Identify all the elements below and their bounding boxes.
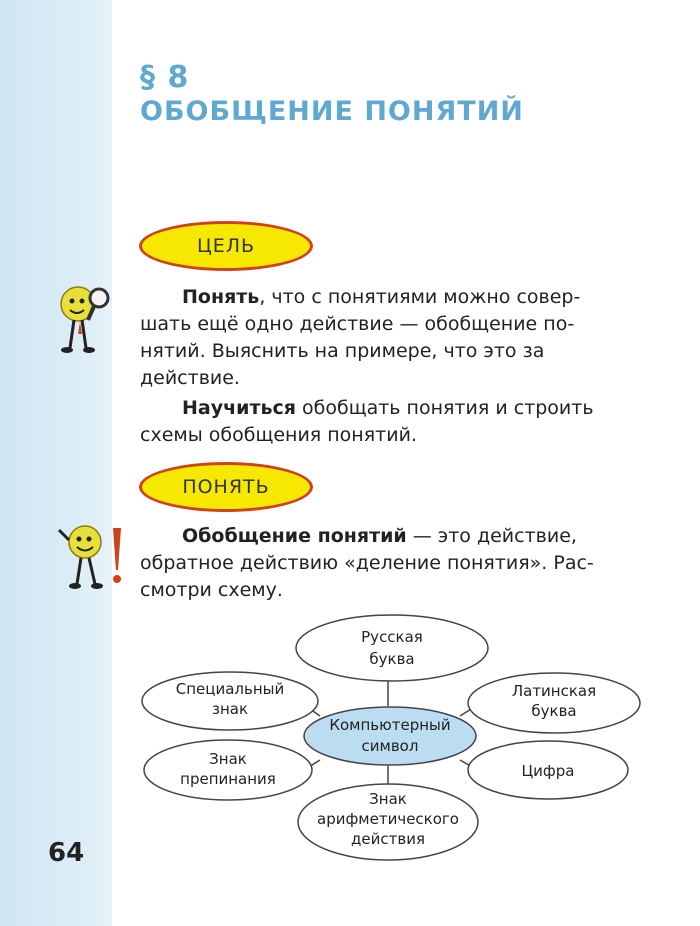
node-label: препинания [180, 770, 276, 788]
node-label: Знак [209, 750, 247, 768]
node-label: Знак [369, 790, 407, 808]
node-label: Цифра [521, 762, 575, 780]
section-number: § 8 [140, 60, 190, 95]
node-label: знак [211, 700, 249, 718]
page-number: 64 [48, 838, 85, 868]
node-russian-letter [296, 615, 488, 681]
goal-paragraph-understand: Понять, что с понятиями можно совер- шать ещё одно действие — обобщение по- нятий. Выяснить на примере, что это за действие. [140, 286, 581, 389]
left-margin-strip [0, 0, 112, 926]
node-label: Русская [361, 628, 423, 646]
center-label: символ [361, 737, 419, 755]
understand-paragraph: Обобщение понятий — это действие, обратное действию «деление понятия». Рас- смотри схему. [140, 525, 594, 601]
node-label: Специальный [175, 680, 285, 698]
magnifier-mascot-icon [52, 282, 122, 354]
node-label: арифметического [317, 810, 459, 828]
goal-paragraph-learn: Научиться обобщать понятия и строить схемы обобщения понятий. [140, 397, 594, 446]
node-label: буква [531, 702, 577, 720]
node-label: Латинская [511, 682, 597, 700]
section-title: ОБОБЩЕНИЕ ПОНЯТИЙ [140, 96, 524, 127]
goal-badge: ЦЕЛЬ [139, 221, 313, 271]
exclamation-mascot-icon [55, 522, 127, 592]
center-label: Компьютерный [329, 716, 451, 734]
understand-badge: ПОНЯТЬ [139, 462, 313, 512]
node-label: действия [351, 830, 425, 848]
concept-generalization-diagram [130, 610, 650, 875]
node-label: буква [369, 650, 415, 668]
